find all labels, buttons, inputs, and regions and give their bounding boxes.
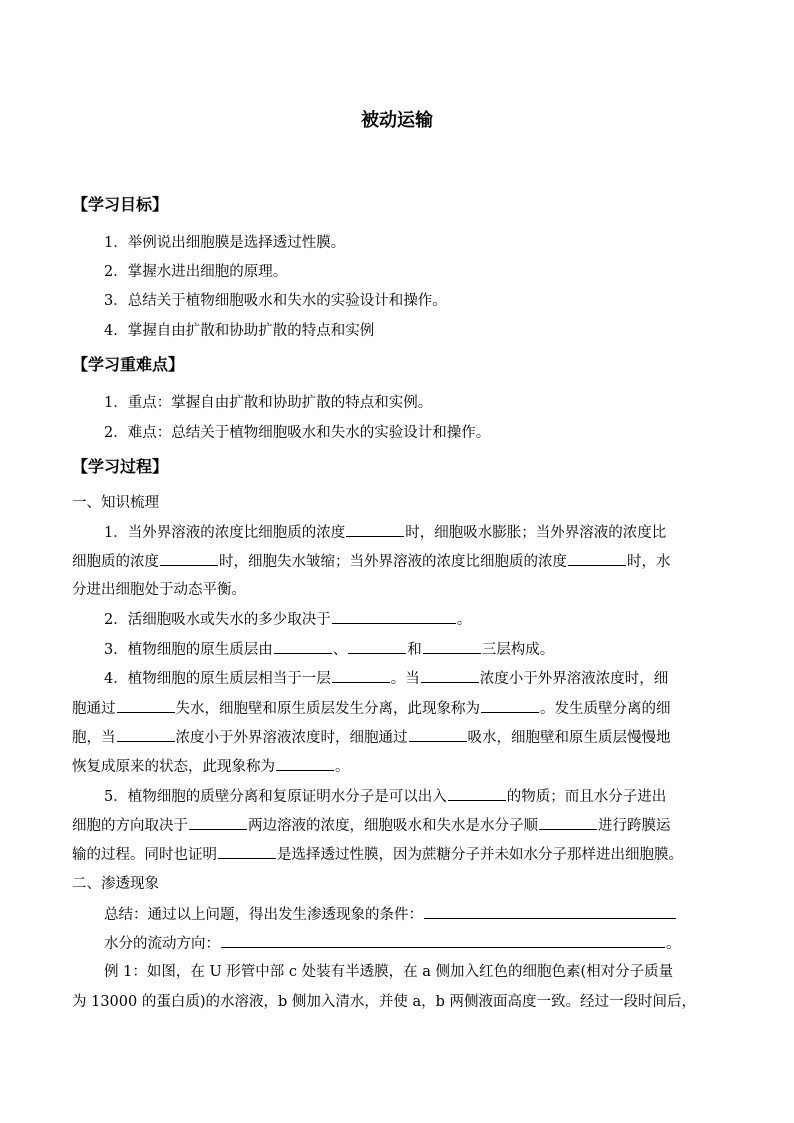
- fill-blank[interactable]: [160, 551, 218, 566]
- question-4-line-4: 恢复成原来的状态，此现象称为 。: [72, 756, 722, 777]
- fill-blank[interactable]: [332, 609, 456, 624]
- fill-blank[interactable]: [221, 933, 665, 948]
- fill-blank[interactable]: [539, 815, 597, 830]
- fill-blank[interactable]: [117, 698, 175, 713]
- fill-blank[interactable]: [348, 639, 406, 654]
- fill-blank[interactable]: [332, 668, 390, 683]
- keypoint-item: 1．重点：掌握自由扩散和协助扩散的特点和实例。: [104, 395, 433, 411]
- fill-blank[interactable]: [117, 727, 175, 742]
- fill-blank[interactable]: [409, 727, 467, 742]
- flow-direction-line: 水分的流动方向： 。: [104, 933, 722, 954]
- question-4-line-3: 胞，当 浓度小于外界溶液浓度时，细胞通过 吸水，细胞壁和原生质层慢慢地: [72, 727, 722, 748]
- section-heading-process: 【学习过程】: [72, 457, 169, 476]
- part-heading: 一、知识梳理: [72, 495, 159, 511]
- fill-blank[interactable]: [421, 668, 479, 683]
- fill-blank[interactable]: [274, 639, 332, 654]
- objective-item: 3．总结关于植物细胞吸水和失水的实验设计和操作。: [104, 293, 447, 309]
- example-1-line-1: 例 1：如图，在 U 形管中部 c 处装有半透膜，在 a 侧加入红色的细胞色素(相对分子质量: [104, 964, 674, 980]
- question-2: 2．活细胞吸水或失水的多少取决于 。: [104, 609, 722, 630]
- objective-item: 1．举例说出细胞膜是选择透过性膜。: [104, 235, 346, 251]
- fill-blank[interactable]: [218, 844, 276, 859]
- fill-blank[interactable]: [276, 756, 334, 771]
- page-title: 被动运输: [361, 110, 433, 131]
- question-5-line-3: 输的过程。同时也证明 是选择透过性膜，因为蔗糖分子并未如水分子那样进出细胞膜。: [72, 844, 722, 865]
- question-5-line-1: 5．植物细胞的质壁分离和复原证明水分子是可以出入 的物质；而且水分子进出: [104, 786, 722, 807]
- objective-item: 4．掌握自由扩散和协助扩散的特点和实例: [104, 323, 375, 339]
- fill-blank[interactable]: [568, 551, 626, 566]
- part-heading: 二、渗透现象: [72, 876, 159, 892]
- objective-item: 2．掌握水进出细胞的原理。: [104, 264, 288, 280]
- fill-blank[interactable]: [423, 639, 481, 654]
- fill-blank[interactable]: [448, 786, 506, 801]
- keypoint-item: 2．难点：总结关于植物细胞吸水和失水的实验设计和操作。: [104, 425, 491, 441]
- fill-blank[interactable]: [481, 698, 539, 713]
- question-1-line-3: 分进出细胞处于动态平衡。: [72, 582, 246, 598]
- example-1-line-2: 为 13000 的蛋白质)的水溶液，b 侧加入清水，并使 a，b 两侧液面高度一致。经过一段时间后，: [72, 994, 697, 1010]
- section-heading-objectives: 【学习目标】: [72, 195, 169, 214]
- question-4-line-2: 胞通过 失水，细胞壁和原生质层发生分离，此现象称为 。发生质壁分离的细: [72, 698, 722, 719]
- fill-blank[interactable]: [346, 522, 404, 537]
- question-1-line-2: 细胞质的浓度 时，细胞失水皱缩；当外界溶液的浓度比细胞质的浓度 时，水: [72, 551, 722, 572]
- summary-line: 总结：通过以上问题，得出发生渗透现象的条件：: [104, 904, 722, 925]
- question-1-line-1: 1．当外界溶液的浓度比细胞质的浓度 时，细胞吸水膨胀；当外界溶液的浓度比: [104, 522, 722, 543]
- question-3: 3．植物细胞的原生质层由 、 和 三层构成。: [104, 639, 722, 660]
- fill-blank[interactable]: [424, 904, 676, 919]
- fill-blank[interactable]: [189, 815, 247, 830]
- question-5-line-2: 细胞的方向取决于 两边溶液的浓度，细胞吸水和失水是水分子顺 进行跨膜运: [72, 815, 722, 836]
- section-heading-keypoints: 【学习重难点】: [72, 355, 185, 374]
- question-4-line-1: 4．植物细胞的原生质层相当于一层 。当 浓度小于外界溶液浓度时，细: [104, 668, 722, 689]
